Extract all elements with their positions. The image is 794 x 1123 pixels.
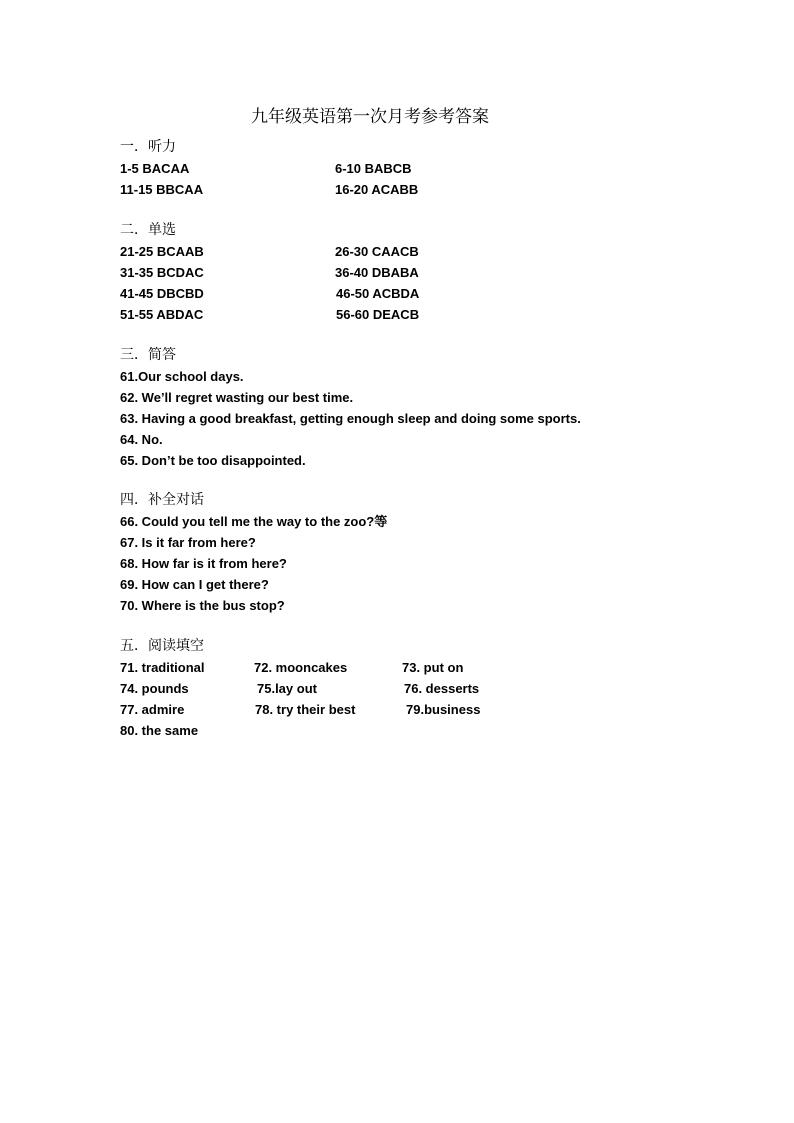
answer-line: 62. We’ll regret wasting our best time. (120, 390, 354, 405)
answer-cell: 21-25 BCAAB (120, 244, 204, 259)
section-heading-short-answer: 三．简答 (120, 347, 176, 363)
answer-row (120, 304, 680, 325)
section-heading-single-choice: 二．单选 (120, 222, 176, 238)
answer-cell: 72. mooncakes (254, 660, 348, 675)
answer-row (120, 678, 680, 699)
answer-cell: 79.business (406, 702, 481, 717)
answer-cell: 1-5 BACAA (120, 161, 190, 176)
answer-line: 68. How far is it from here? (120, 556, 287, 571)
answer-row (120, 158, 680, 179)
answer-cell: 77. admire (120, 702, 185, 717)
answer-line: 70. Where is the bus stop? (120, 598, 285, 613)
answer-row (120, 657, 680, 678)
section-heading-dialogue: 四．补全对话 (120, 492, 204, 508)
answer-cell: 51-55 ABDAC (120, 307, 204, 322)
answer-row (120, 283, 680, 304)
answer-cell: 78. try their best (255, 702, 356, 717)
answer-row (120, 262, 680, 283)
answer-cell: 46-50 ACBDA (336, 286, 420, 301)
answer-cell: 73. put on (402, 660, 464, 675)
answer-cell: 76. desserts (404, 681, 480, 696)
section-single-choice (120, 220, 680, 325)
answer-row (120, 241, 680, 262)
answer-cell: 6-10 BABCB (335, 161, 412, 176)
answer-cell: 75.lay out (257, 681, 317, 696)
answer-line: 69. How can I get there? (120, 577, 269, 592)
answer-cell: 56-60 DEACB (336, 307, 420, 322)
answer-cell: 74. pounds (120, 681, 189, 696)
page-title: 九年级英语第一次月考参考答案 (251, 107, 489, 127)
section-dialogue (120, 490, 680, 616)
answer-line: 61.Our school days. (120, 369, 244, 384)
answer-cell: 80. the same (120, 723, 199, 738)
section-heading-reading: 五．阅读填空 (120, 638, 204, 654)
answer-line: 67. Is it far from here? (120, 535, 256, 550)
answer-cell: 71. traditional (120, 660, 205, 675)
answer-line: 64. No. (120, 432, 163, 447)
answer-cell: 11-15 BBCAA (120, 182, 204, 197)
section-reading (120, 636, 680, 741)
answer-line: 66. Could you tell me the way to the zoo?等 (120, 514, 388, 529)
answer-line: 65. Don’t be too disappointed. (120, 453, 306, 468)
answer-cell: 31-35 BCDAC (120, 265, 204, 280)
section-listening (120, 137, 680, 200)
answer-cell: 36-40 DBABA (335, 265, 419, 280)
answer-line: 63. Having a good breakfast, getting enough sleep and doing some sports. (120, 411, 581, 426)
section-heading-listening: 一．听力 (120, 139, 176, 155)
answer-row (120, 699, 680, 720)
answer-cell: 26-30 CAACB (335, 244, 419, 259)
section-short-answer (120, 345, 680, 471)
answer-cell: 16-20 ACABB (335, 182, 419, 197)
answer-cell: 41-45 DBCBD (120, 286, 204, 301)
answer-row (120, 720, 680, 741)
answer-row (120, 179, 680, 200)
